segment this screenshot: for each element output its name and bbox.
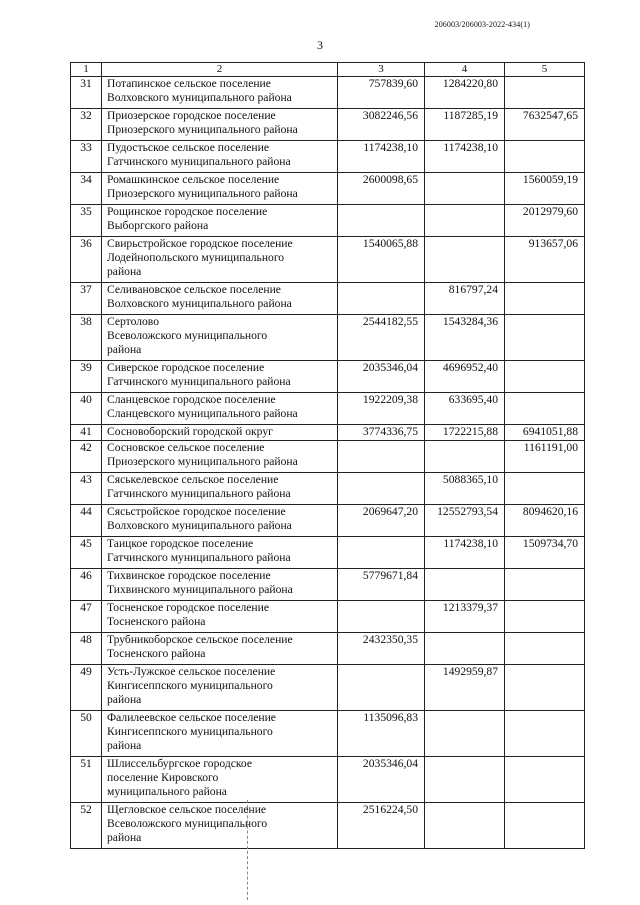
column-header-5: 5 [505,63,585,77]
amount-col-4 [425,803,505,849]
amount-col-5: 6941051,88 [505,425,585,441]
table-row [71,473,585,505]
settlement-name-line: Всеволожского муниципального [107,329,268,342]
settlement-name-line: муниципального района [107,785,227,798]
amount-col-4: 5088365,10 [425,473,505,505]
settlement-name-cell [102,393,338,425]
table-row [71,361,585,393]
amount-col-3 [338,473,425,505]
amount-col-5: 1560059,19 [505,173,585,205]
settlement-name-line: Волховского муниципального района [107,91,292,104]
settlement-name-line: Тихвинское городское поселение [107,569,271,582]
table-row [71,633,585,665]
settlement-name-cell [102,283,338,315]
settlement-name-line: Сяськелевское сельское поселение [107,473,279,486]
settlement-name-line: района [107,343,142,356]
settlement-name-line: Сланцевское городское поселение [107,393,276,406]
amount-col-5: 8094620,16 [505,505,585,537]
settlement-name-line: Гатчинского муниципального района [107,551,291,564]
amount-col-3: 2516224,50 [338,803,425,849]
table-row [71,665,585,711]
settlement-name-line: Всеволожского муниципального [107,817,268,830]
document-id: 206003/206003-2022-434(1) [434,20,530,29]
settlement-name-line: Приозерского муниципального района [107,187,298,200]
settlement-name-line: района [107,831,142,844]
settlement-name-line: Волховского муниципального района [107,297,292,310]
amount-col-3: 1540065,88 [338,237,425,283]
row-number: 34 [71,173,102,205]
settlement-name-line: Тосненского района [107,647,206,660]
amount-col-3: 2035346,04 [338,757,425,803]
row-number: 37 [71,283,102,315]
amount-col-4: 1187285,19 [425,109,505,141]
table-row [71,601,585,633]
settlement-name-line: Трубникоборское сельское поселение [107,633,293,646]
settlement-name-line: Селивановское сельское поселение [107,283,281,296]
table-row [71,537,585,569]
settlement-name-line: Сосновское сельское поселение [107,441,265,454]
table-row [71,569,585,601]
row-number: 39 [71,361,102,393]
table-row [71,757,585,803]
settlement-name-line: Сланцевского муниципального района [107,407,298,420]
table-row [71,141,585,173]
settlement-name-cell [102,505,338,537]
amount-col-4: 633695,40 [425,393,505,425]
amount-col-5: 2012979,60 [505,205,585,237]
amount-col-4: 12552793,54 [425,505,505,537]
amount-col-4 [425,711,505,757]
amount-col-3: 3774336,75 [338,425,425,441]
table-row [71,109,585,141]
settlement-name-cell [102,425,338,441]
amount-col-3: 2035346,04 [338,361,425,393]
table-row [71,711,585,757]
settlement-name-cell [102,473,338,505]
amount-col-3: 2069647,20 [338,505,425,537]
amount-col-3: 5779671,84 [338,569,425,601]
settlement-name-line: Кингисеппского муниципального [107,679,273,692]
settlement-name-cell [102,803,338,849]
amount-col-3 [338,205,425,237]
settlement-name-line: Волховского муниципального района [107,519,292,532]
settlement-name-line: Ромашкинское сельское поселение [107,173,280,186]
settlement-name-line: района [107,739,142,752]
amount-col-3: 2544182,55 [338,315,425,361]
table-row [71,393,585,425]
row-number: 44 [71,505,102,537]
amount-col-4: 816797,24 [425,283,505,315]
settlement-name-line: Сертолово [107,315,159,328]
table-row [71,441,585,473]
table-row [71,803,585,849]
amount-col-4: 1492959,87 [425,665,505,711]
page-number: 3 [317,38,323,52]
table-row [71,205,585,237]
settlement-name-cell [102,109,338,141]
amount-col-5 [505,315,585,361]
amount-col-4 [425,633,505,665]
municipal-funding-table [70,62,585,849]
settlement-name-line: Тосненского района [107,615,206,628]
row-number: 49 [71,665,102,711]
table-body [71,77,585,849]
settlement-name-cell [102,757,338,803]
amount-col-5 [505,803,585,849]
settlement-name-line: Пудостьское сельское поселение [107,141,269,154]
settlement-name-cell [102,537,338,569]
settlement-name-cell [102,173,338,205]
amount-col-5 [505,757,585,803]
amount-col-3: 1922209,38 [338,393,425,425]
amount-col-4: 1174238,10 [425,537,505,569]
amount-col-3: 2432350,35 [338,633,425,665]
amount-col-5 [505,283,585,315]
table-row [71,315,585,361]
settlement-name-cell [102,77,338,109]
amount-col-4 [425,441,505,473]
settlement-name-line: поселение Кировского [107,771,219,784]
row-number: 48 [71,633,102,665]
row-number: 35 [71,205,102,237]
amount-col-5 [505,711,585,757]
settlement-name-line: Кингисеппского муниципального [107,725,273,738]
row-number: 50 [71,711,102,757]
settlement-name-line: Таицкое городское поселение [107,537,254,550]
amount-col-3 [338,441,425,473]
settlement-name-line: Гатчинского муниципального района [107,155,291,168]
amount-col-3 [338,601,425,633]
row-number: 46 [71,569,102,601]
settlement-name-line: Потапинское сельское поселение [107,77,271,90]
column-header-1: 1 [71,63,102,77]
row-number: 45 [71,537,102,569]
column-header-3: 3 [338,63,425,77]
amount-col-4: 4696952,40 [425,361,505,393]
row-number: 31 [71,77,102,109]
amount-col-5 [505,665,585,711]
amount-col-4 [425,205,505,237]
table-row [71,505,585,537]
table-row [71,173,585,205]
settlement-name-line: Выборгского района [107,219,209,232]
amount-col-4: 1543284,36 [425,315,505,361]
settlement-name-cell [102,205,338,237]
settlement-name-line: Щегловское сельское поселение [107,803,267,816]
settlement-name-cell [102,141,338,173]
settlement-name-cell [102,569,338,601]
amount-col-4: 1174238,10 [425,141,505,173]
table-row [71,283,585,315]
amount-col-4 [425,237,505,283]
settlement-name-line: района [107,693,142,706]
row-number: 43 [71,473,102,505]
amount-col-5: 7632547,65 [505,109,585,141]
amount-col-5 [505,633,585,665]
amount-col-4 [425,569,505,601]
settlement-name-line: Сосновоборский городской округ [107,425,273,438]
amount-col-3 [338,665,425,711]
amount-col-3: 1174238,10 [338,141,425,173]
amount-col-5: 913657,06 [505,237,585,283]
settlement-name-line: Шлиссельбургское городское [107,757,253,770]
amount-col-3: 2600098,65 [338,173,425,205]
row-number: 36 [71,237,102,283]
amount-col-5: 1509734,70 [505,537,585,569]
table-row [71,237,585,283]
amount-col-3: 757839,60 [338,77,425,109]
settlement-name-line: Рощинское городское поселение [107,205,268,218]
row-number: 33 [71,141,102,173]
settlement-name-line: района [107,265,142,278]
settlement-name-cell [102,665,338,711]
amount-col-3 [338,283,425,315]
row-number: 40 [71,393,102,425]
amount-col-4: 1284220,80 [425,77,505,109]
settlement-name-cell [102,237,338,283]
settlement-name-line: Усть-Лужское сельское поселение [107,665,276,678]
table-header-row [71,63,585,77]
fold-line [247,800,248,900]
amount-col-5 [505,601,585,633]
settlement-name-cell [102,361,338,393]
amount-col-3: 1135096,83 [338,711,425,757]
table-row [71,77,585,109]
amount-col-5 [505,473,585,505]
settlement-name-line: Гатчинского муниципального района [107,487,291,500]
settlement-name-line: Лодейнопольского муниципального [107,251,285,264]
settlement-name-line: Приозерское городское поселение [107,109,276,122]
settlement-name-cell [102,711,338,757]
amount-col-3: 3082246,56 [338,109,425,141]
settlement-name-cell [102,315,338,361]
settlement-name-line: Сиверское городское поселение [107,361,265,374]
settlement-name-cell [102,633,338,665]
settlement-name-line: Тосненское городское поселение [107,601,269,614]
amount-col-5 [505,569,585,601]
amount-col-4 [425,757,505,803]
amount-col-5: 1161191,00 [505,441,585,473]
settlement-name-line: Гатчинского муниципального района [107,375,291,388]
row-number: 52 [71,803,102,849]
column-header-4: 4 [425,63,505,77]
settlement-name-cell [102,601,338,633]
row-number: 47 [71,601,102,633]
settlement-name-line: Свирьстройское городское поселение [107,237,293,250]
settlement-name-line: Приозерского муниципального района [107,123,298,136]
amount-col-5 [505,77,585,109]
amount-col-5 [505,361,585,393]
row-number: 42 [71,441,102,473]
row-number: 51 [71,757,102,803]
row-number: 32 [71,109,102,141]
row-number: 38 [71,315,102,361]
table-row [71,425,585,441]
amount-col-5 [505,141,585,173]
settlement-name-line: Тихвинского муниципального района [107,583,293,596]
amount-col-4: 1213379,37 [425,601,505,633]
settlement-name-line: Сясьстройское городское поселение [107,505,286,518]
column-header-2: 2 [102,63,338,77]
amount-col-5 [505,393,585,425]
amount-col-4 [425,173,505,205]
row-number: 41 [71,425,102,441]
settlement-name-cell [102,441,338,473]
amount-col-4: 1722215,88 [425,425,505,441]
amount-col-3 [338,537,425,569]
settlement-name-line: Приозерского муниципального района [107,455,298,468]
settlement-name-line: Фалилеевское сельское поселение [107,711,276,724]
